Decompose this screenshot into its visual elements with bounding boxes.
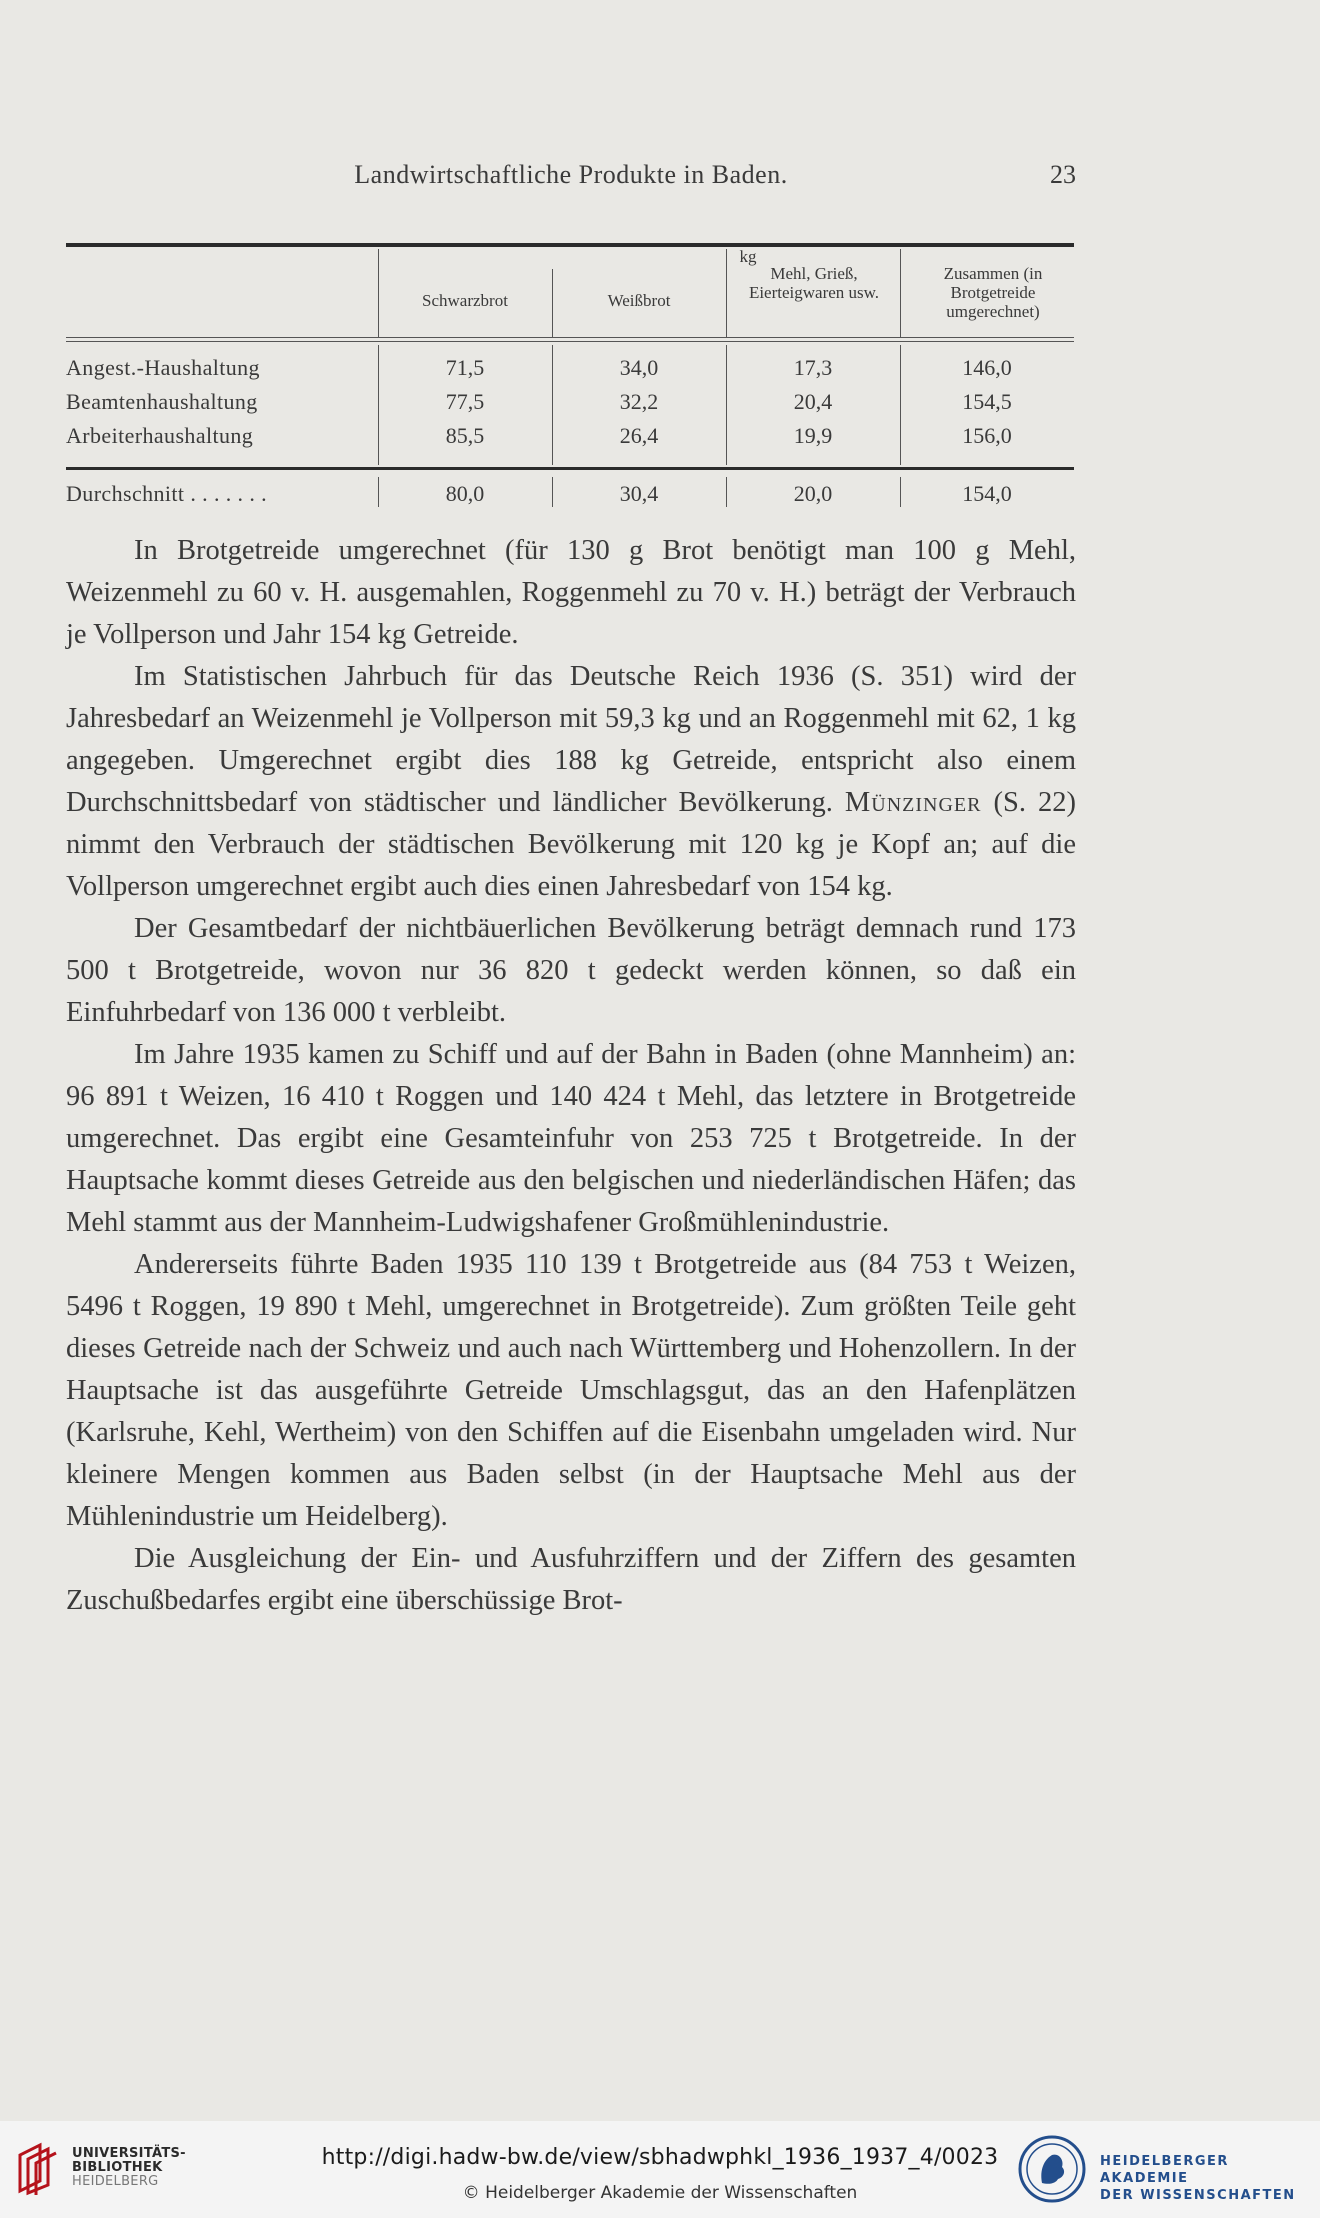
row-label: Beamtenhaushaltung [66, 389, 258, 414]
academy-name [1100, 2153, 1320, 2204]
row-label: Arbeiterhaushaltung [66, 423, 254, 448]
paragraph: In Brotgetreide umgerechnet (für 130 g Brot benötigt man 100 g Mehl, Weizenmehl zu 60 v. H. ausgemahlen, Roggenmehl zu 70 v. H.) beträgt der Verbrauch je Vollperson und Jahr 154 kg Getreide. [66, 535, 1076, 650]
table-top-rule [66, 243, 1074, 247]
row-label: Angest.-Haushaltung [66, 355, 260, 380]
table-cell: 85,5 [445, 423, 485, 448]
column-header: Weißbrot [607, 291, 671, 310]
column-header: Schwarzbrot [422, 291, 508, 310]
running-title: Landwirtschaftliche Produkte in Baden. [354, 160, 788, 189]
column-header: Zusammen (in Brotgetreide umgerechnet) [943, 264, 1043, 321]
table-cell: 146,0 [962, 355, 1012, 380]
table-cell: 20,4 [793, 389, 833, 414]
table-cell: 156,0 [962, 423, 1012, 448]
column-divider [726, 249, 727, 337]
unit-label: kg [739, 247, 757, 266]
table-cell: 30,4 [619, 481, 659, 506]
table-cell: 71,5 [445, 355, 485, 380]
table-cell: 80,0 [445, 481, 485, 506]
paragraph-text: Im Statistischen Jahrbuch für das Deutsche Reich 1936 (S. 351) wird der Jahresbedarf an Weizenmehl je Vollperson mit 59,3 kg und an Roggenmehl mit 62, 1 kg angegeben. Umgerechnet ergibt dies 188 kg Getreide, entspricht also einem Durchschnittsbedarf von städtischer und ländlicher Bevölkerung. [66, 661, 1076, 818]
table-cell: 34,0 [619, 355, 659, 380]
page-number: 23 [1050, 160, 1076, 189]
academy-seal-icon [1018, 2135, 1086, 2203]
copyright-notice: © Heidelberger Akademie der Wissenschaften [462, 2183, 858, 2203]
table-cell: 20,0 [793, 481, 833, 506]
column-divider [900, 249, 901, 337]
table-cell: 154,5 [962, 389, 1012, 414]
paragraph: Andererseits führte Baden 1935 110 139 t Brotgetreide aus (84 753 t Weizen, 5496 t Roggen, 19 890 t Mehl, umgerechnet in Brotgetreide). Zum größten Teile geht dieses Getreide nach der Schweiz und auch nach Württemberg und Hohenzollern. In der Hauptsache ist das ausgeführte Getreide Umschlagsgut, das an den Hafenplätzen (Karlsruhe, Kehl, Wertheim) von den Schiffen auf die Eisenbahn umgeladen wird. Nur kleinere Mengen kommen aus Baden selbst (in der Hauptsache Mehl aus der Mühlenindustrie um Heidelberg). [66, 1249, 1076, 1532]
permalink-url[interactable]: http://digi.hadw-bw.de/view/sbhadwphkl_1936_1937_4/0023 [321, 2145, 999, 2170]
logo-text-line: DER WISSENSCHAFTEN [1100, 2188, 1296, 2203]
logo-text-line: BIBLIOTHEK [72, 2160, 163, 2175]
footer-bar [0, 2121, 1320, 2218]
total-label: Durchschnitt . . . . . . . [66, 481, 268, 506]
header-rule [66, 341, 1074, 342]
paragraph: Die Ausgleichung der Ein- und Ausfuhrziffern und der Ziffern des gesamten Zuschußbedarfes ergibt eine überschüssige Brot- [66, 1543, 1076, 1616]
total-rule [66, 467, 1074, 470]
table-cell: 19,9 [793, 423, 833, 448]
table-cell: 77,5 [445, 389, 485, 414]
paragraph: Im Jahre 1935 kamen zu Schiff und auf der Bahn in Baden (ohne Mannheim) an: 96 891 t Weizen, 16 410 t Roggen und 140 424 t Mehl, das letztere in Brotgetreide umgerechnet. Das ergibt eine Gesamteinfuhr von 253 725 t Brotgetreide. In der Hauptsache kommt dieses Getreide aus den belgischen und niederländischen Häfen; das Mehl stammt aus der Mannheim-Ludwigshafener Großmühlenindustrie. [66, 1039, 1076, 1238]
paragraph [66, 656, 1076, 908]
table-cell: 154,0 [962, 481, 1012, 506]
table-cell: 32,2 [619, 389, 659, 414]
author-name: Münzinger [844, 787, 982, 818]
body-text [66, 530, 1076, 1622]
header-rule [66, 337, 1074, 338]
page-header [66, 160, 1076, 200]
logo-text-line: UNIVERSITÄTS- [72, 2146, 186, 2161]
logo-text-line: HEIDELBERGER AKADEMIE [1100, 2154, 1229, 2186]
paragraph: Der Gesamtbedarf der nichtbäuerlichen Bevölkerung beträgt demnach rund 173 500 t Brotgetreide, wovon nur 36 820 t gedeckt werden können, so daß ein Einfuhrbedarf von 136 000 t verbleibt. [66, 913, 1076, 1028]
table-cell: 17,3 [793, 355, 833, 380]
paragraph-text: (S. 22) nimmt den Verbrauch der städtischen Bevölkerung mit 120 kg je Kopf an; auf die Vollperson umgerechnet ergibt auch dies einen Jahresbedarf von 154 kg. [66, 787, 1076, 902]
column-header: Mehl, Grieß, Eierteigwaren usw. [748, 264, 880, 302]
table-cell: 26,4 [619, 423, 659, 448]
logo-text-line: HEIDELBERG [72, 2174, 159, 2189]
